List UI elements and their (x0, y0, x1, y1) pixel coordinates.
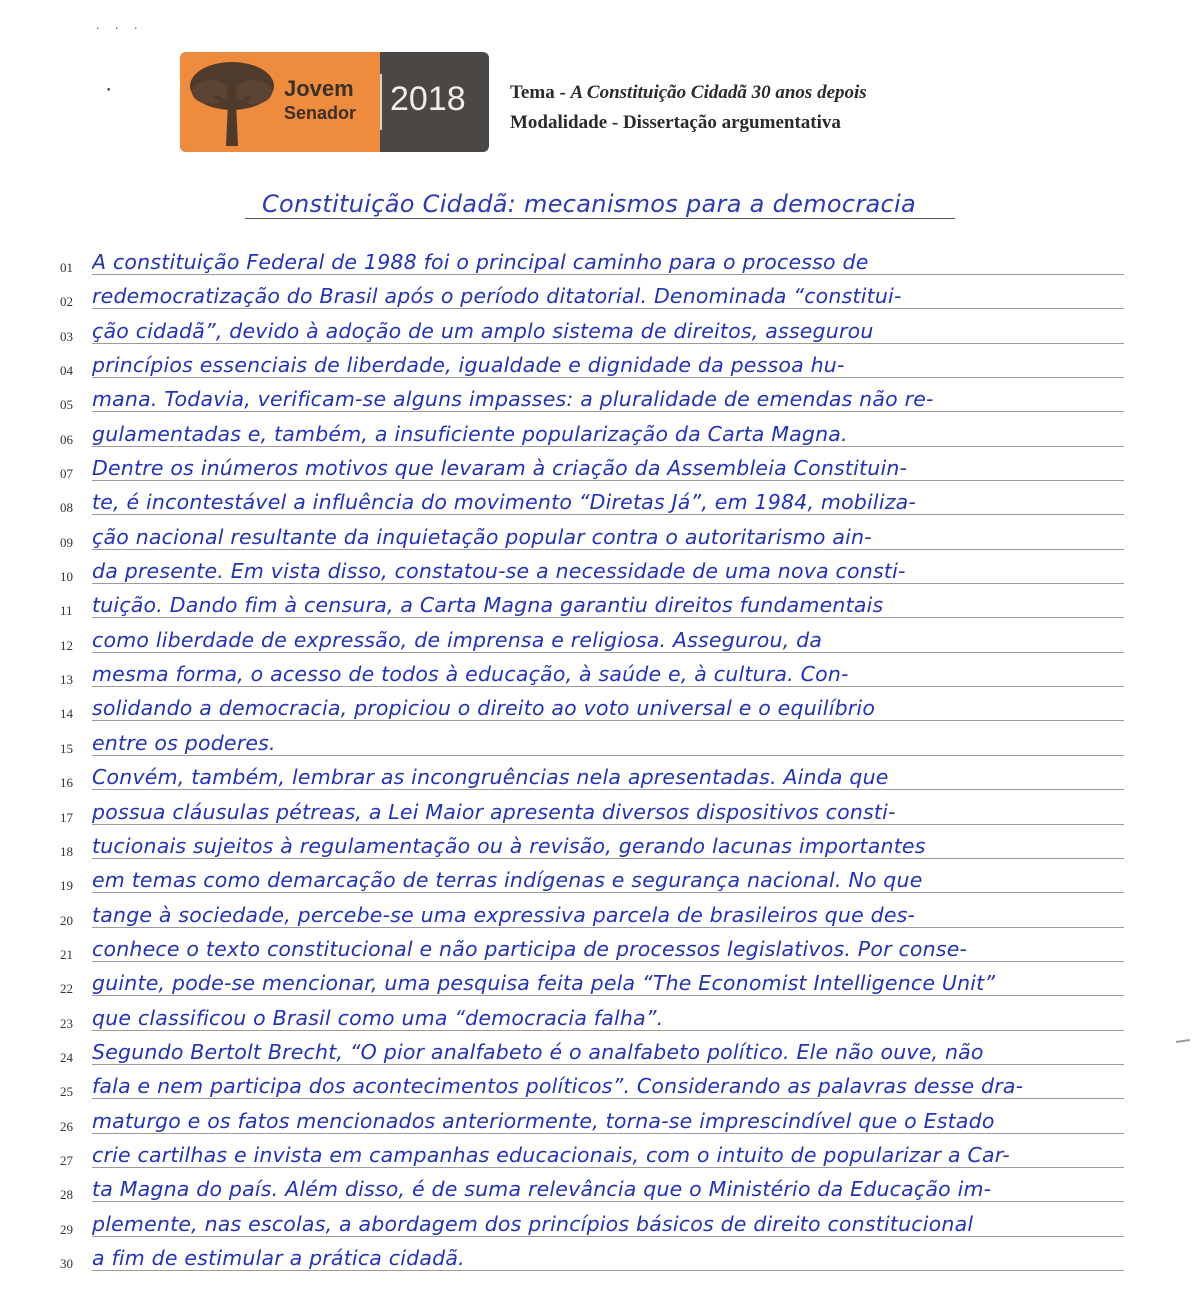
essay-line (0, 763, 1200, 797)
line-text: crie cartilhas e invista em campanhas educacionais, com o intuito de popularizar a Car- (92, 1142, 1010, 1167)
logo-name-line2: Senador (284, 103, 357, 123)
line-number: 24 (60, 1049, 73, 1065)
line-number: 06 (60, 431, 73, 447)
logo-name (284, 78, 380, 122)
tema-line (510, 78, 867, 108)
line-number: 29 (60, 1221, 73, 1237)
line-rule (92, 858, 1124, 859)
line-number: 23 (60, 1015, 73, 1031)
line-rule (92, 1030, 1124, 1031)
essay-line (0, 1141, 1200, 1175)
essay-line (0, 969, 1200, 1003)
line-number: 17 (60, 809, 73, 825)
line-rule (92, 961, 1124, 962)
line-rule (92, 583, 1124, 584)
scan-marks: · · · (96, 22, 144, 35)
line-text: possua cláusulas pétreas, a Lei Maior apresenta diversos dispositivos consti- (92, 799, 896, 824)
line-number: 08 (60, 500, 73, 516)
line-text: conhece o texto constitucional e não participa de processos legislativos. Por conse- (92, 936, 968, 961)
line-rule (92, 1098, 1124, 1099)
essay-line (0, 901, 1200, 935)
line-number: 10 (60, 569, 73, 585)
line-text: como liberdade de expressão, de imprensa e religiosa. Assegurou, da (92, 627, 823, 652)
line-text: mesma forma, o acesso de todos à educação, à saúde e, à cultura. Con- (92, 662, 849, 687)
line-rule (92, 308, 1124, 309)
line-rule (92, 343, 1124, 344)
essay-line (0, 798, 1200, 832)
line-rule (92, 514, 1124, 515)
essay-line (0, 1244, 1200, 1278)
line-text: A constituição Federal de 1988 foi o principal caminho para o processo de (92, 250, 869, 274)
essay-line (0, 1175, 1200, 1209)
line-rule (92, 617, 1124, 618)
line-rule (92, 480, 1124, 481)
line-text: Dentre os inúmeros motivos que levaram à criação da Assembleia Constituin- (92, 456, 908, 481)
line-number: 05 (60, 397, 73, 413)
essay-lines (0, 248, 1200, 1278)
line-rule (92, 755, 1124, 756)
essay-line (0, 729, 1200, 763)
essay-meta (510, 78, 867, 138)
line-rule (92, 789, 1124, 790)
jovem-senador-logo (180, 52, 489, 152)
tema-value: A Constituição Cidadã 30 anos depois (570, 82, 867, 103)
line-rule (92, 892, 1124, 893)
line-number: 16 (60, 775, 73, 791)
essay-line (0, 454, 1200, 488)
line-rule (92, 720, 1124, 721)
line-text: da presente. Em vista disso, constatou-se a necessidade de uma nova consti- (92, 559, 906, 584)
line-number: 14 (60, 706, 73, 722)
line-rule (92, 446, 1124, 447)
line-rule (92, 274, 1124, 275)
line-rule (92, 995, 1124, 996)
essay-line (0, 317, 1200, 351)
line-text: em temas como demarcação de terras indígenas e segurança nacional. No que (92, 868, 923, 893)
line-text: tuição. Dando fim à censura, a Carta Magna garantiu direitos fundamentais (92, 593, 884, 618)
line-text: plemente, nas escolas, a abordagem dos princípios básicos de direito constitucional (92, 1211, 974, 1236)
line-text: ção cidadã”, devido à adoção de um amplo sistema de direitos, assegurou (92, 318, 874, 343)
essay-line (0, 1107, 1200, 1141)
modalidade-line (510, 108, 867, 138)
title-underline (245, 218, 955, 219)
essay-line (0, 488, 1200, 522)
line-number: 19 (60, 878, 73, 894)
line-text: te, é incontestável a influência do movimento “Diretas Já”, em 1984, mobiliza- (92, 490, 917, 515)
line-rule (92, 549, 1124, 550)
line-text: entre os poderes. (92, 730, 276, 755)
line-text: tange à sociedade, percebe-se uma expressiva parcela de brasileiros que des- (92, 902, 916, 927)
line-text: redemocratização do Brasil após o período ditatorial. Denominada “constitui- (92, 284, 902, 309)
line-number: 18 (60, 843, 73, 859)
essay-line (0, 660, 1200, 694)
line-number: 26 (60, 1118, 73, 1134)
line-number: 09 (60, 534, 73, 550)
line-rule (92, 411, 1124, 412)
line-number: 12 (60, 637, 73, 653)
essay-line (0, 248, 1200, 282)
line-rule (92, 1167, 1124, 1168)
tema-label: Tema - (510, 82, 571, 103)
line-text: guinte, pode-se mencionar, uma pesquisa feita pela “The Economist Intelligence Unit” (92, 971, 996, 996)
line-rule (92, 652, 1124, 653)
essay-line (0, 385, 1200, 419)
line-text: que classificou o Brasil como uma “democracia falha”. (92, 1005, 664, 1030)
scan-dot: • (106, 86, 112, 96)
essay-line (0, 694, 1200, 728)
line-number: 11 (60, 603, 73, 619)
essay-line (0, 351, 1200, 385)
essay-line (0, 1004, 1200, 1038)
line-text: Convém, também, lembrar as incongruências nela apresentadas. Ainda que (92, 765, 889, 790)
line-rule (92, 686, 1124, 687)
line-number: 03 (60, 328, 73, 344)
essay-line (0, 866, 1200, 900)
line-number: 07 (60, 466, 73, 482)
line-number: 01 (60, 260, 73, 275)
line-text: solidando a democracia, propiciou o direito ao voto universal e o equilíbrio (92, 696, 876, 721)
line-rule (92, 1236, 1124, 1237)
line-text: ção nacional resultante da inquietação popular contra o autoritarismo ain- (92, 524, 872, 549)
line-text: mana. Todavia, verificam-se alguns impasses: a pluralidade de emendas não re- (92, 387, 934, 412)
essay-line (0, 557, 1200, 591)
line-rule (92, 1270, 1124, 1271)
essay-title: Constituição Cidadã: mecanismos para a democracia (262, 190, 916, 218)
line-number: 15 (60, 740, 73, 756)
essay-line (0, 935, 1200, 969)
logo-year: 2018 (390, 80, 466, 118)
line-rule (92, 824, 1124, 825)
line-number: 02 (60, 294, 73, 310)
essay-line (0, 1072, 1200, 1106)
line-rule (92, 1064, 1124, 1065)
line-number: 21 (60, 946, 73, 962)
line-number: 04 (60, 363, 73, 379)
line-rule (92, 1201, 1124, 1202)
essay-line (0, 1038, 1200, 1072)
line-number: 30 (60, 1255, 73, 1271)
essay-line (0, 591, 1200, 625)
line-number: 27 (60, 1152, 73, 1168)
line-text: a fim de estimular a prática cidadã. (92, 1245, 465, 1270)
line-text: ta Magna do país. Além disso, é de suma relevância que o Ministério da Educação im- (92, 1177, 992, 1202)
line-text: maturgo e os fatos mencionados anteriormente, torna-se imprescindível que o Estado (92, 1108, 995, 1133)
line-number: 22 (60, 981, 73, 997)
essay-line (0, 420, 1200, 454)
line-rule (92, 1133, 1124, 1134)
essay-line (0, 282, 1200, 316)
line-text: tucionais sujeitos à regulamentação ou à revisão, gerando lacunas importantes (92, 833, 926, 858)
essay-line (0, 626, 1200, 660)
line-number: 25 (60, 1084, 73, 1100)
line-text: Segundo Bertolt Brecht, “O pior analfabeto é o analfabeto político. Ele não ouve, não (92, 1039, 984, 1064)
tree-icon (186, 56, 278, 148)
line-text: princípios essenciais de liberdade, igualdade e dignidade da pessoa hu- (92, 353, 845, 378)
line-text: gulamentadas e, também, a insuficiente popularização da Carta Magna. (92, 421, 848, 446)
line-rule (92, 927, 1124, 928)
logo-separator (380, 74, 382, 130)
logo-name-line1: Jovem (284, 76, 354, 101)
essay-line (0, 523, 1200, 557)
line-text: fala e nem participa dos acontecimentos políticos”. Considerando as palavras desse dra- (92, 1074, 1024, 1099)
line-rule (92, 377, 1124, 378)
line-number: 13 (60, 672, 73, 688)
essay-line (0, 1210, 1200, 1244)
line-number: 20 (60, 912, 73, 928)
modalidade-text: Modalidade - Dissertação argumentativa (510, 112, 841, 133)
line-number: 28 (60, 1187, 73, 1203)
essay-line (0, 832, 1200, 866)
